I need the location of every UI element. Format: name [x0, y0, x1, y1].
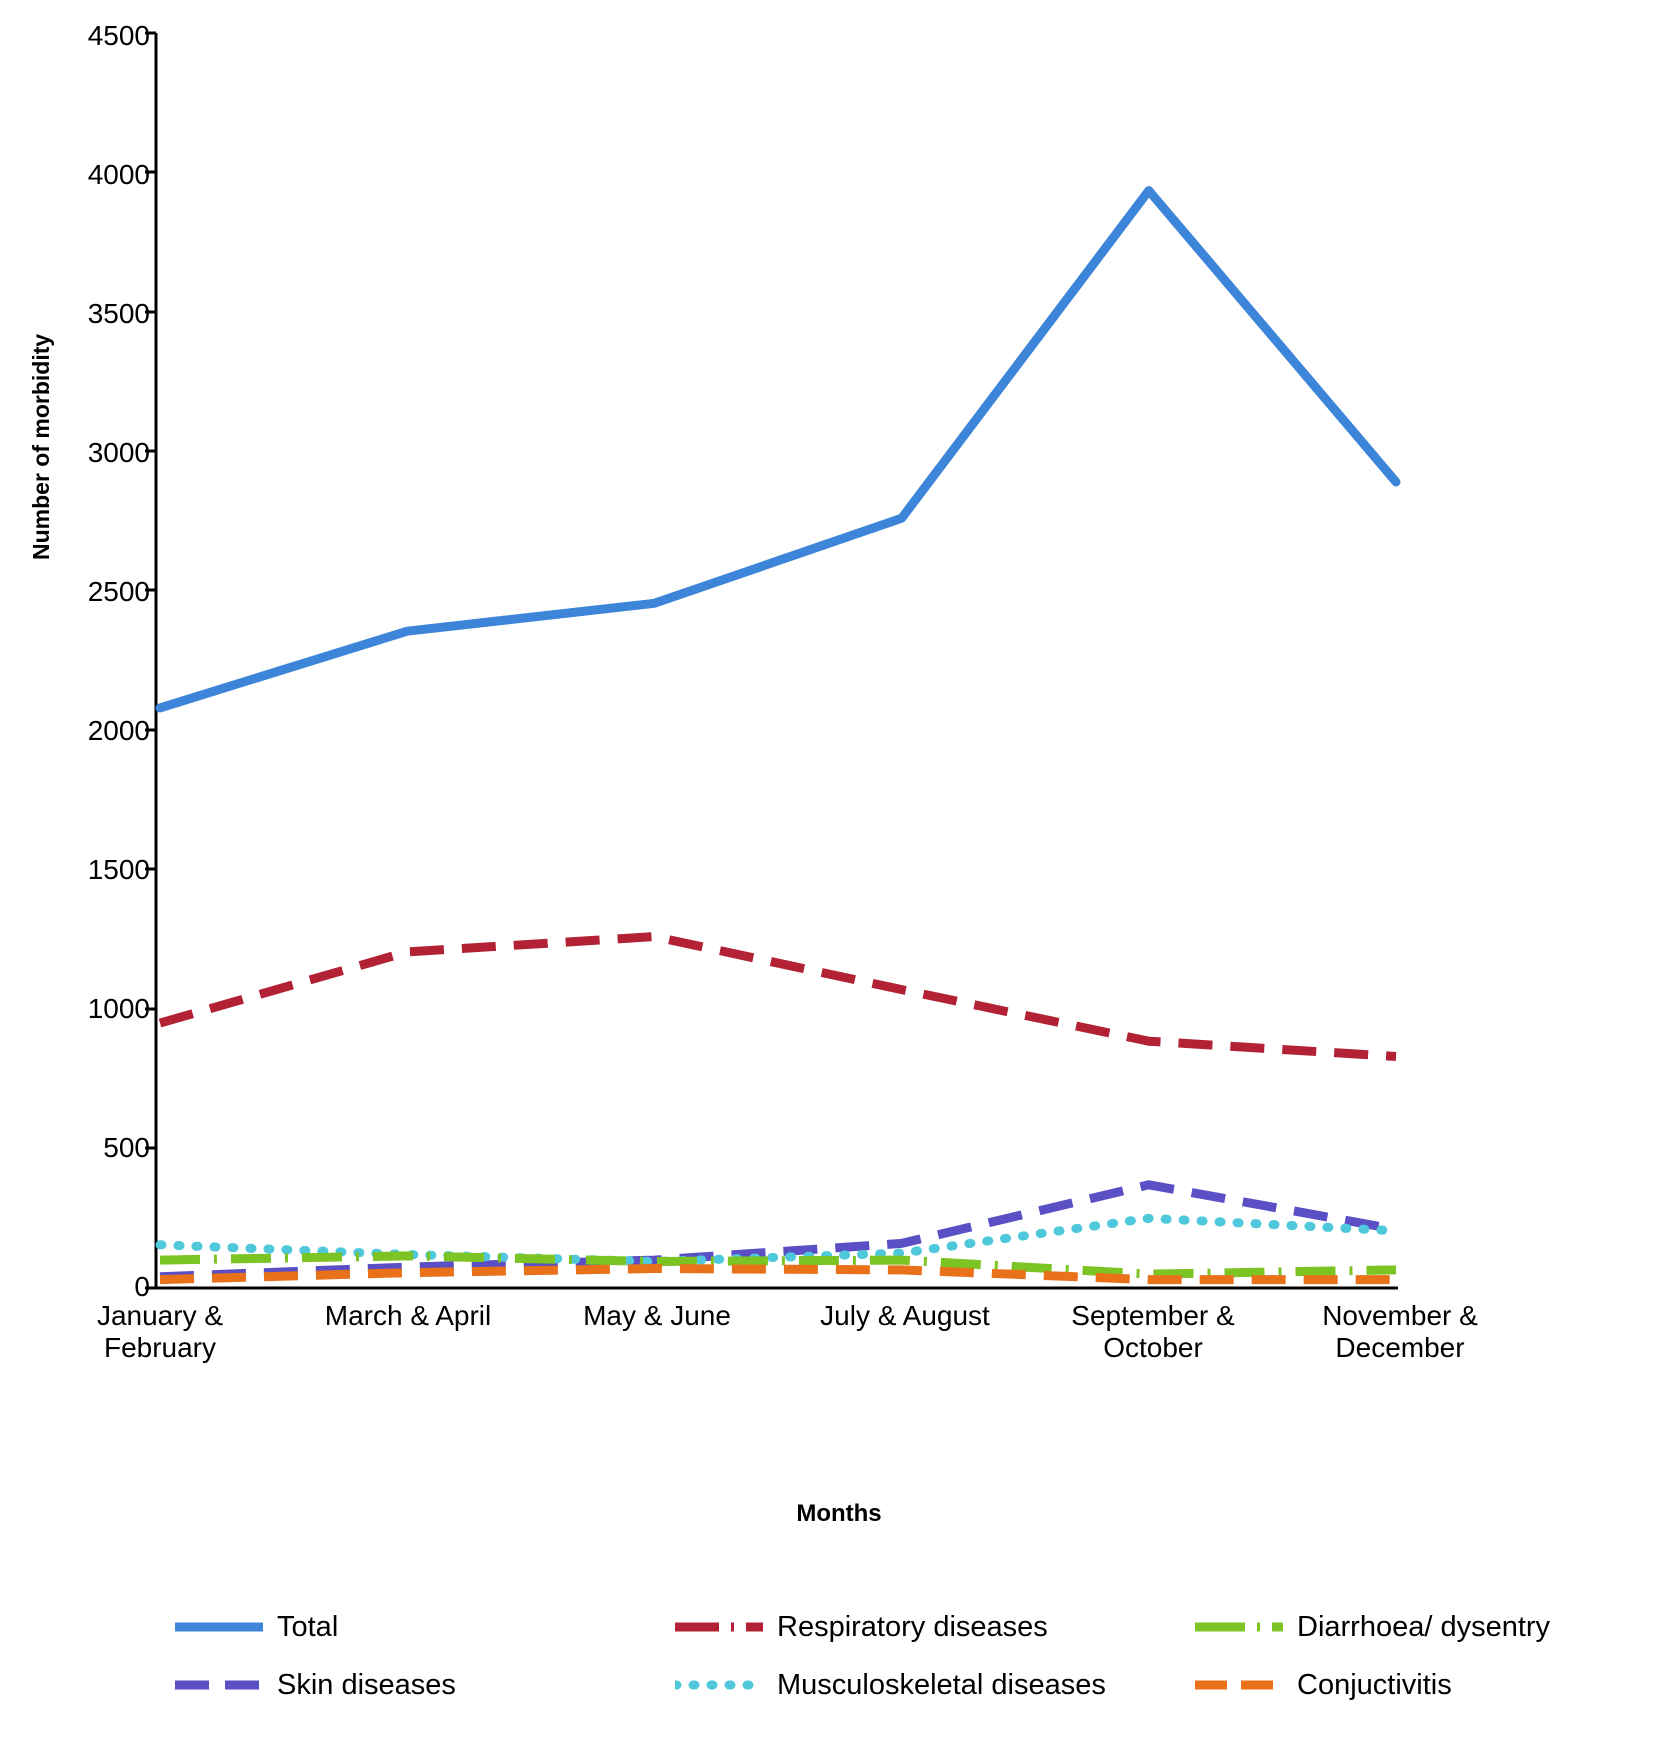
y-tick-3500: 3500: [87, 298, 150, 329]
x-tick-nov-dec-line2: December: [1335, 1332, 1465, 1364]
x-axis-title: Months: [796, 1500, 882, 1527]
x-tick-may-jun-line1: May & June: [583, 1300, 731, 1331]
x-tick-jan-feb: [35, 1300, 285, 1364]
legend-swatch-conjuctivitis: [1195, 1674, 1283, 1696]
legend-item-musculoskeletal[interactable]: [675, 1669, 1195, 1702]
series-musculoskeletal-line: [160, 1218, 1396, 1261]
legend-swatch-respiratory: [675, 1616, 763, 1638]
y-tick-3000: 3000: [87, 437, 150, 468]
legend-swatch-musculoskeletal: [675, 1674, 763, 1696]
series-conjuctivitis-line: [160, 1269, 1396, 1280]
x-tick-sep-oct-line2: October: [1103, 1332, 1203, 1364]
legend-item-respiratory[interactable]: [675, 1611, 1195, 1644]
legend-swatch-diarrhoea: [1195, 1616, 1283, 1638]
legend-swatch-total: [175, 1616, 263, 1638]
x-tick-sep-oct: [1028, 1300, 1278, 1364]
x-tick-may-jun: [532, 1300, 782, 1332]
y-tick-0: 0: [134, 1271, 150, 1302]
legend-label-total: Total: [277, 1610, 339, 1643]
y-tick-1000: 1000: [87, 993, 150, 1024]
y-tick-2500: 2500: [87, 576, 150, 607]
x-tick-nov-dec-line1: November &: [1322, 1300, 1478, 1331]
legend-label-skin: Skin diseases: [277, 1668, 456, 1701]
x-tick-mar-apr: [283, 1300, 533, 1332]
legend-label-conjuctivitis: Conjuctivitis: [1297, 1668, 1452, 1701]
x-tick-sep-oct-line1: September &: [1071, 1300, 1235, 1331]
legend-item-diarrhoea[interactable]: [1195, 1611, 1635, 1644]
y-tick-4000: 4000: [87, 159, 150, 190]
legend-item-skin[interactable]: [175, 1669, 675, 1702]
y-axis-title: Number of morbidity: [28, 333, 54, 560]
chart-legend: [175, 1598, 1655, 1714]
x-tick-mar-apr-line1: March & April: [324, 1300, 492, 1331]
y-tick-500: 500: [103, 1132, 150, 1163]
x-tick-jul-aug: [780, 1300, 1030, 1332]
legend-label-diarrhoea: Diarrhoea/ dysentry: [1297, 1610, 1551, 1643]
series-group: [160, 191, 1396, 1280]
x-tick-jan-feb-line2: February: [103, 1332, 217, 1364]
x-tick-nov-dec: [1275, 1300, 1525, 1364]
x-tick-jan-feb-line1: January &: [96, 1300, 224, 1331]
legend-label-respiratory: Respiratory diseases: [777, 1610, 1048, 1643]
x-tick-jul-aug-line1: July & August: [820, 1300, 990, 1331]
series-skin-line: [160, 1185, 1396, 1277]
y-tick-1500: 1500: [87, 854, 150, 885]
y-tick-4500: 4500: [87, 20, 150, 51]
legend-item-total[interactable]: [175, 1611, 675, 1644]
y-axis-ticks: [145, 33, 156, 1288]
series-respiratory-line: [160, 937, 1396, 1057]
legend-item-conjuctivitis[interactable]: [1195, 1669, 1635, 1702]
legend-label-musculoskeletal: Musculoskeletal diseases: [777, 1668, 1106, 1701]
legend-swatch-skin: [175, 1674, 263, 1696]
y-tick-2000: 2000: [87, 715, 150, 746]
series-total-line: [160, 191, 1396, 708]
